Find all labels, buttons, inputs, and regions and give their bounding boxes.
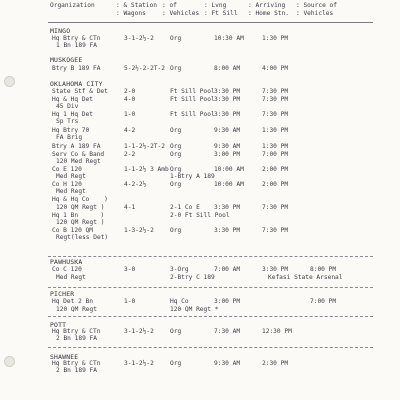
cell-arriving-time: 2:30 PM bbox=[262, 360, 289, 367]
section-heading-picher: PICHER bbox=[50, 290, 75, 298]
cell-source: 7:00 PM bbox=[310, 298, 337, 305]
section-heading-pott: POTT bbox=[50, 321, 67, 329]
cell-organization: Hq & Hq Det bbox=[52, 96, 93, 103]
cell-organization: Serv Co & Band bbox=[52, 151, 105, 158]
col-header-of-l2: : Vehicles bbox=[162, 10, 200, 17]
cell-station-wagons: 2-2 bbox=[124, 151, 136, 158]
cell-vehicles: Org bbox=[170, 65, 182, 72]
section-divider bbox=[48, 287, 373, 288]
cell-arriving-time: 2:00 PM bbox=[262, 166, 289, 173]
section-heading-shawnee: SHAWNEE bbox=[50, 353, 79, 361]
col-header-lvng-l1: : Lvng bbox=[204, 2, 227, 9]
cell-organization: Hq Btry & CTn bbox=[52, 328, 101, 335]
cell-organization: Btry A 189 FA bbox=[52, 143, 101, 150]
cell-vehicles: 120 QM Regt * bbox=[170, 306, 219, 313]
cell-arriving-time: 12:30 PM bbox=[262, 328, 292, 335]
cell-organization: Co B 120 QM bbox=[52, 227, 93, 234]
cell-leaving-time: 10:00 AM bbox=[214, 181, 244, 188]
cell-station-wagons: 5-2½-2-2T-2 bbox=[124, 65, 165, 72]
cell-source: Kefasi State Arsenal bbox=[268, 274, 343, 281]
section-divider bbox=[48, 316, 373, 317]
cell-organization: Hq Btry 70 bbox=[52, 127, 90, 134]
cell-vehicles: Org bbox=[170, 127, 182, 134]
cell-station-wagons: 4-0 bbox=[124, 96, 136, 103]
cell-organization: Med Regt bbox=[56, 274, 86, 281]
cell-leaving-time: 3:30 PM bbox=[214, 111, 241, 118]
cell-arriving-time: 7:30 PM bbox=[262, 111, 289, 118]
cell-leaving-time: 3:30 PM bbox=[214, 204, 241, 211]
col-header-station-l1: : & Station bbox=[116, 2, 157, 9]
cell-station-wagons: 1-3-2½-2 bbox=[124, 227, 154, 234]
cell-arriving-time: 4:00 PM bbox=[262, 65, 289, 72]
cell-station-wagons: 1-0 bbox=[124, 111, 136, 118]
col-header-source-l2: : Vehicles bbox=[296, 10, 334, 17]
cell-station-wagons: 4-1 bbox=[124, 204, 136, 211]
cell-vehicles: 3-Org bbox=[170, 266, 189, 273]
cell-organization: Hq Btry & CTn bbox=[52, 360, 101, 367]
cell-arriving-time: 7:30 PM bbox=[262, 96, 289, 103]
cell-arriving-time: 1:30 PM bbox=[262, 35, 289, 42]
cell-arriving-time: 1:30 PM bbox=[262, 127, 289, 134]
cell-vehicles: 2-Btry C 189 bbox=[170, 274, 215, 281]
cell-leaving-time: 9:30 AM bbox=[214, 143, 241, 150]
cell-organization: Hq & Hq Co ) bbox=[52, 196, 108, 203]
cell-leaving-time: 3:30 PM bbox=[214, 96, 241, 103]
cell-vehicles: Ft Sill Pool bbox=[170, 88, 215, 95]
cell-organization: Sp Trs bbox=[56, 118, 79, 125]
col-header-arriving-l2: : Home Stn. bbox=[248, 10, 289, 17]
cell-organization: Hq 1 Hq Det bbox=[52, 111, 93, 118]
cell-arriving-time: 7:30 PM bbox=[262, 204, 289, 211]
cell-station-wagons: 3-1-2½-2 bbox=[124, 360, 154, 367]
cell-vehicles: Hq Co bbox=[170, 298, 189, 305]
cell-organization: Hq Det 2 Bn bbox=[52, 298, 93, 305]
col-header-lvng-l2: : Ft Sill bbox=[204, 10, 238, 17]
section-heading-muskogee: MUSKOGEE bbox=[50, 56, 83, 64]
cell-station-wagons: 3-1-2½-2 bbox=[124, 35, 154, 42]
cell-vehicles: Org bbox=[170, 181, 182, 188]
cell-organization: 120 QM Regt ) bbox=[56, 219, 105, 226]
cell-organization: 2 Bn 189 FA bbox=[56, 335, 97, 342]
cell-leaving-time: 9:30 AM bbox=[214, 360, 241, 367]
cell-arriving-time: 7:30 PM bbox=[262, 88, 289, 95]
punch-hole-mark bbox=[4, 76, 15, 87]
cell-arriving-time: 7:30 PM bbox=[262, 227, 289, 234]
cell-vehicles: Org bbox=[170, 143, 182, 150]
cell-organization: 120 Med Regt bbox=[56, 158, 101, 165]
cell-leaving-time: 3:30 PM bbox=[214, 227, 241, 234]
cell-organization: Hq 1 Bn ) bbox=[52, 212, 105, 219]
cell-organization: Btry B 189 FA bbox=[52, 65, 101, 72]
cell-vehicles: Org bbox=[170, 227, 182, 234]
cell-organization: 120 QM Regt bbox=[56, 306, 97, 313]
cell-station-wagons: 1-1-2½-2T-2 bbox=[124, 143, 165, 150]
cell-leaving-time: 8:00 AM bbox=[214, 65, 241, 72]
cell-vehicles: 2-1 Co E bbox=[170, 204, 200, 211]
cell-leaving-time: 10:30 AM bbox=[214, 35, 244, 42]
cell-organization: Hq Btry & CTn bbox=[52, 35, 101, 42]
cell-vehicles: 2-0 Ft Sill Pool bbox=[170, 212, 230, 219]
cell-vehicles: Org bbox=[170, 166, 182, 173]
cell-station-wagons: 1-0 bbox=[124, 298, 136, 305]
cell-organization: FA Brig bbox=[56, 134, 83, 141]
cell-organization: Med Regt bbox=[56, 173, 86, 180]
cell-source: 8:00 PM bbox=[310, 266, 337, 273]
col-header-source-l1: : Source of bbox=[296, 2, 337, 9]
cell-leaving-time: 3:00 PM bbox=[214, 298, 241, 305]
cell-leaving-time: 3:00 PM bbox=[214, 151, 241, 158]
cell-arriving-time: 3:30 PM bbox=[262, 266, 289, 273]
col-header-organization: Organization bbox=[50, 2, 95, 9]
cell-organization: Regt(less Det) bbox=[56, 234, 109, 241]
cell-leaving-time: 3:30 PM bbox=[214, 88, 241, 95]
cell-organization: 2 Bn 189 FA bbox=[56, 367, 97, 374]
cell-organization: 120 QM Regt ) bbox=[56, 204, 105, 211]
section-divider bbox=[48, 347, 373, 348]
cell-organization: 45 Div bbox=[56, 103, 79, 110]
col-header-of-l1: : of bbox=[162, 2, 177, 9]
cell-vehicles: 1-Btry A 189 bbox=[170, 173, 215, 180]
col-header-arriving-l1: : Arriving bbox=[248, 2, 286, 9]
section-heading-pawhuska: PAWHUSKA bbox=[50, 258, 83, 266]
cell-leaving-time: 10:00 AM bbox=[214, 166, 244, 173]
cell-station-wagons: 1-1-2½ 3 Amb bbox=[124, 166, 169, 173]
cell-arriving-time: 1:30 PM bbox=[262, 143, 289, 150]
section-heading-oklahoma-city: OKLAHOMA CITY bbox=[50, 80, 103, 88]
cell-leaving-time: 9:30 AM bbox=[214, 127, 241, 134]
cell-vehicles: Org bbox=[170, 328, 182, 335]
punch-hole-mark bbox=[4, 356, 15, 367]
cell-arriving-time: 7:00 PM bbox=[262, 151, 289, 158]
cell-vehicles: Org bbox=[170, 151, 182, 158]
cell-station-wagons: 2-0 bbox=[124, 88, 136, 95]
cell-organization: State Stf & Det bbox=[52, 88, 108, 95]
cell-organization: Co H 120 bbox=[52, 181, 82, 188]
cell-leaving-time: 7:30 AM bbox=[214, 328, 241, 335]
cell-station-wagons: 3-1-2½-2 bbox=[124, 328, 154, 335]
col-header-station-l2: : Wagons bbox=[116, 10, 146, 17]
cell-leaving-time: 7:00 AM bbox=[214, 266, 241, 273]
section-heading-mingo: MINGO bbox=[50, 27, 71, 35]
cell-arriving-time: 2:00 PM bbox=[262, 181, 289, 188]
section-divider bbox=[48, 256, 373, 257]
cell-station-wagons: 3-0 bbox=[124, 266, 136, 273]
cell-organization: Med Regt bbox=[56, 188, 86, 195]
cell-vehicles: Ft Sill Pool bbox=[170, 111, 215, 118]
cell-station-wagons: 4-2-2½ bbox=[124, 181, 147, 188]
cell-organization: 1 Bn 189 FA bbox=[56, 42, 97, 49]
cell-station-wagons: 4-2 bbox=[124, 127, 136, 134]
cell-vehicles: Ft Sill Pool bbox=[170, 96, 215, 103]
cell-vehicles: Org bbox=[170, 360, 182, 367]
cell-organization: Co E 120 bbox=[52, 166, 82, 173]
cell-organization: Co C 120 bbox=[52, 266, 82, 273]
cell-vehicles: Org bbox=[170, 35, 182, 42]
